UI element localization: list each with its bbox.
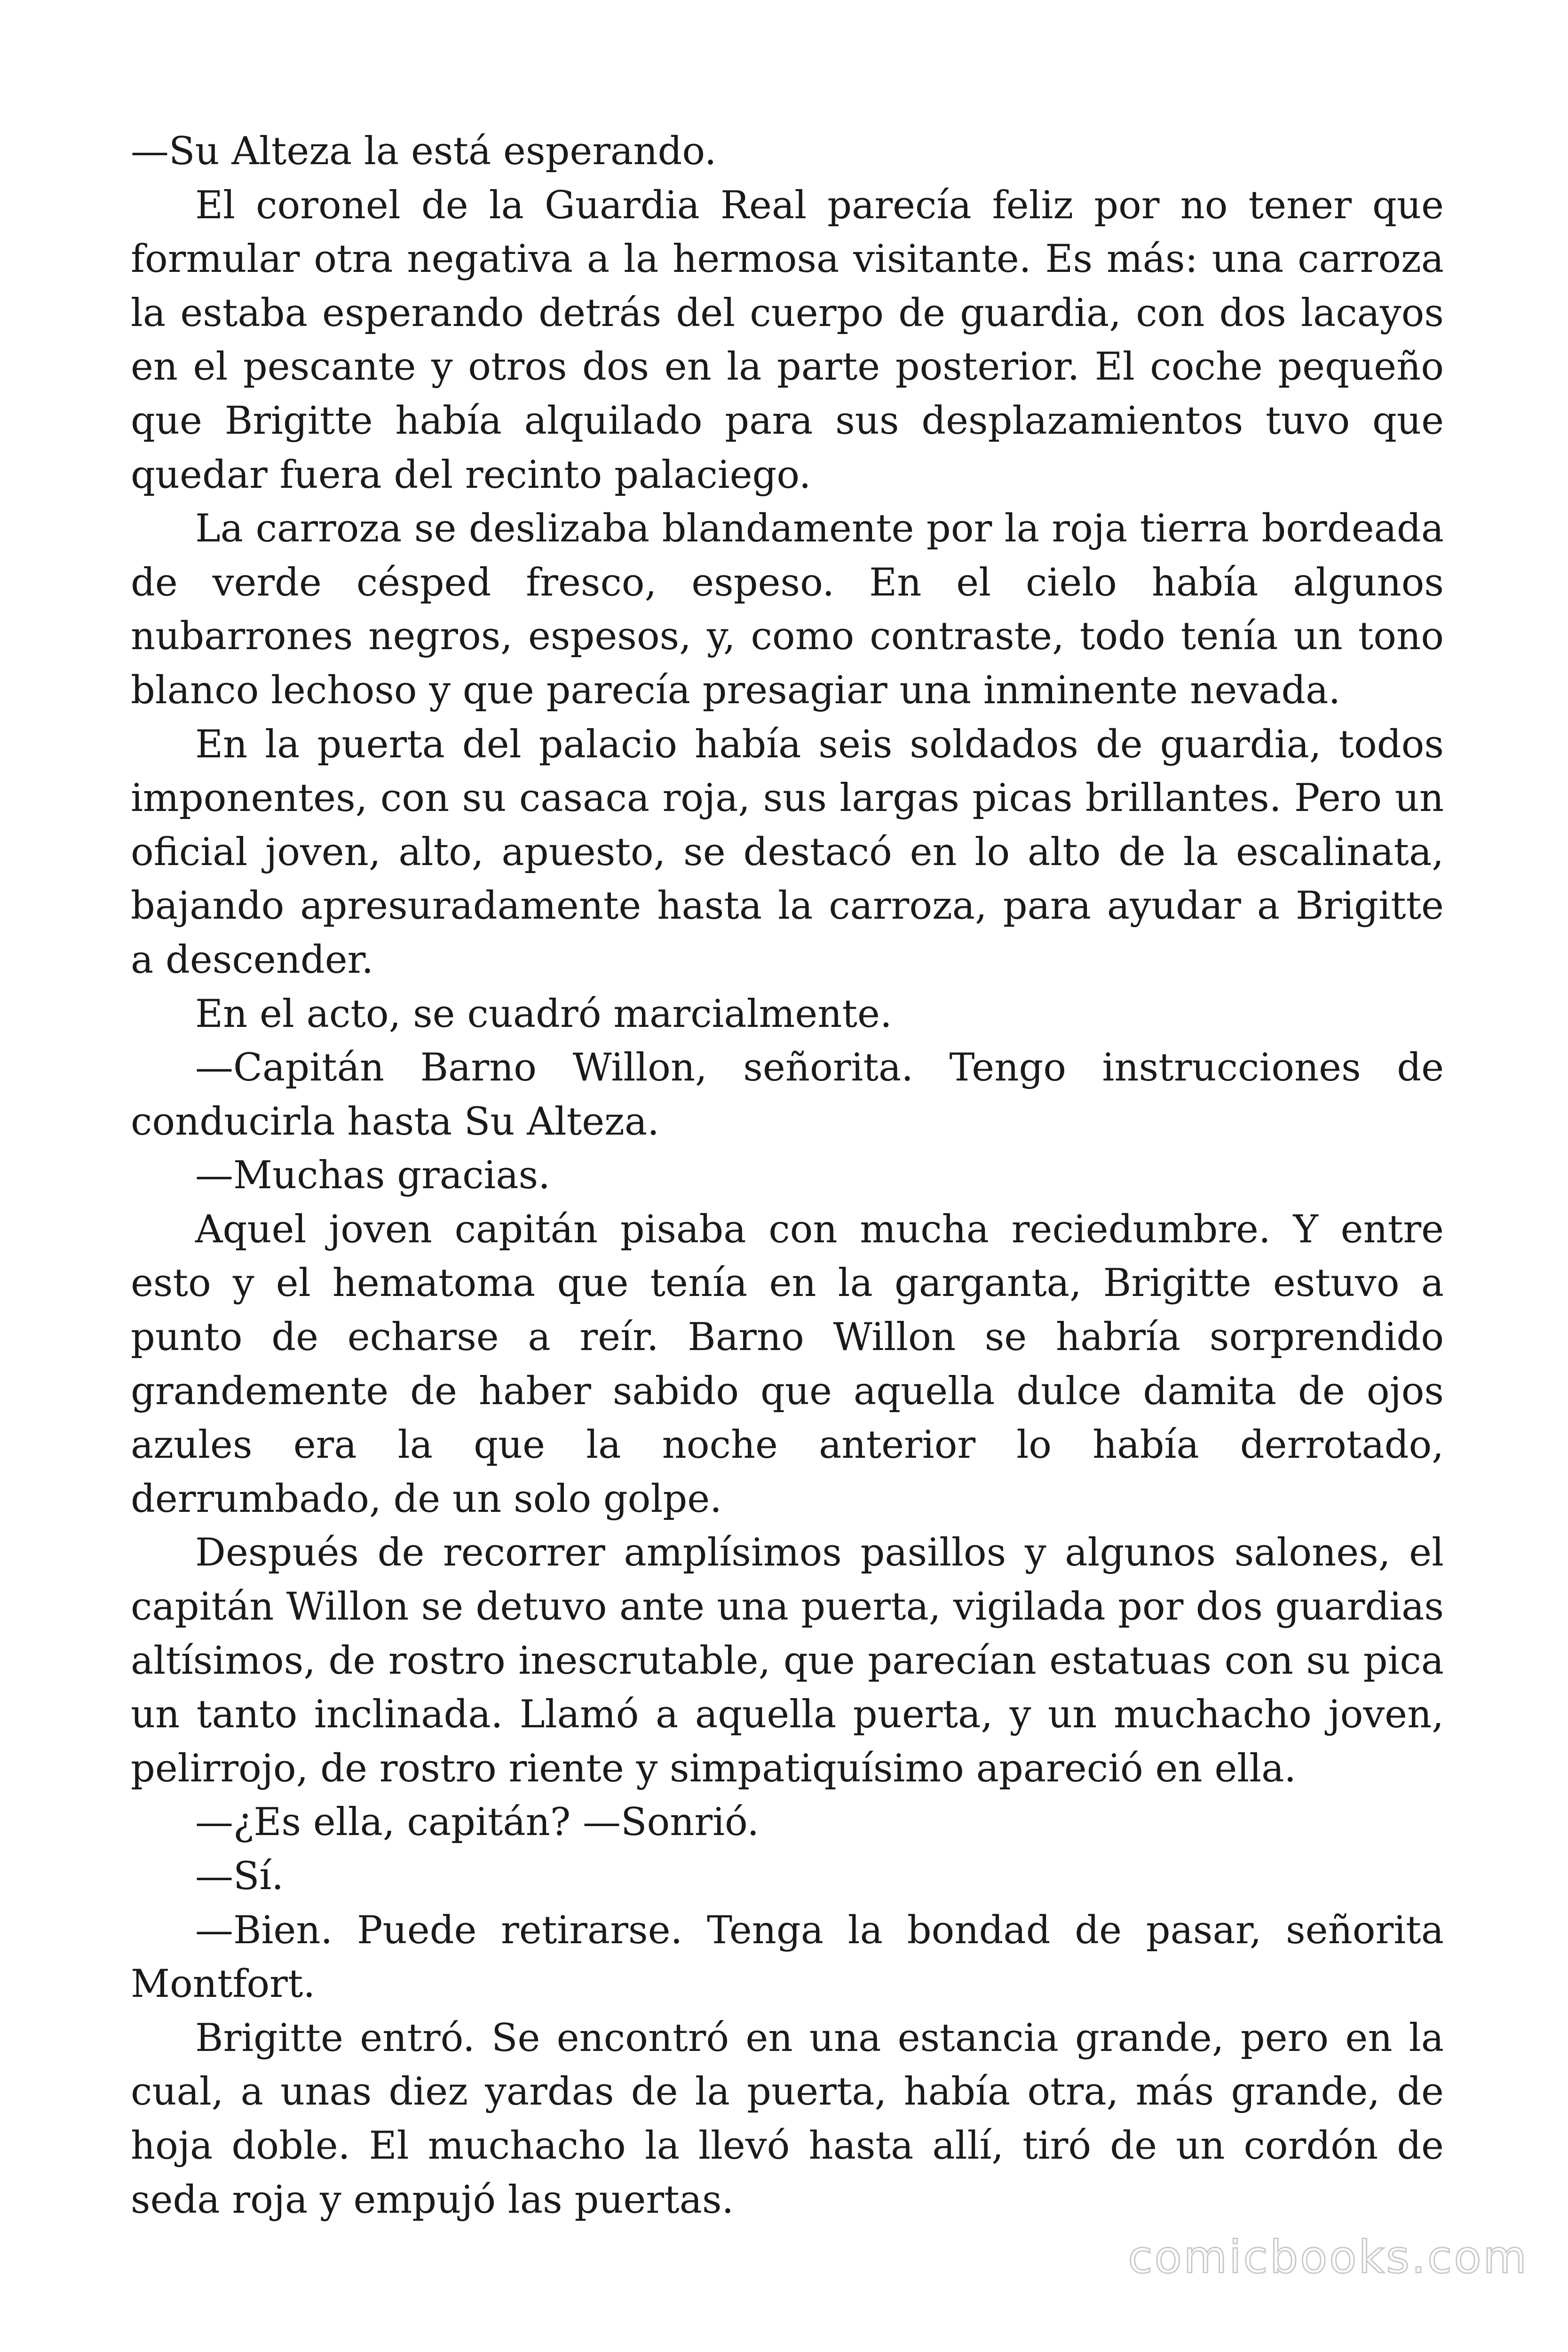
dialogue-line: —Capitán Barno Willon, señorita. Tengo instrucciones de conducirla hasta Su Alteza. bbox=[131, 1046, 1444, 1144]
dialogue-line: —Bien. Puede retirarse. Tenga la bondad de pasar, señorita Montfort. bbox=[131, 1908, 1444, 2007]
paragraph: En la puerta del palacio había seis soldados de guardia, todos imponentes, con su casaca roja, sus largas picas brillantes. Pero un oficial joven, alto, apuesto, se destacó en lo alto de la escalinata, bajando apresuradamente hasta la carroza, para ayudar a Brigitte a descender. bbox=[131, 722, 1444, 982]
dialogue-line: —Sí. bbox=[195, 1854, 284, 1899]
paragraph: Brigitte entró. Se encontró en una estancia grande, pero en la cual, a unas diez yardas de la puerta, había otra, más grande, de hoja doble. El muchacho la llevó hasta allí, tiró de un cordón de seda roja y empujó las puertas. bbox=[131, 2016, 1444, 2222]
book-page-text bbox=[131, 125, 1444, 2227]
dialogue-line: —Muchas gracias. bbox=[195, 1153, 550, 1198]
paragraph: Después de recorrer amplísimos pasillos y algunos salones, el capitán Willon se detuvo ante una puerta, vigilada por dos guardias altísimos, de rostro inescrutable, que parecían estatuas con su pica un tanto inclinada. Llamó a aquella puerta, y un muchacho joven, pelirrojo, de rostro riente y simpatiquísimo apareció en ella. bbox=[131, 1531, 1444, 1791]
paragraph: Aquel joven capitán pisaba con mucha reciedumbre. Y entre esto y el hematoma que tenía en la garganta, Brigitte estuvo a punto de echarse a reír. Barno Willon se habría sorprendido grandemente de haber sabido que aquella dulce damita de ojos azules era la que la noche anterior lo había derrotado, derrumbado, de un solo golpe. bbox=[131, 1207, 1444, 1521]
dialogue-line: —¿Es ella, capitán? —Sonrió. bbox=[195, 1800, 760, 1845]
paragraph: En el acto, se cuadró marcialmente. bbox=[195, 992, 892, 1036]
dialogue-line: —Su Alteza la está esperando. bbox=[131, 129, 717, 174]
paragraph: La carroza se deslizaba blandamente por la roja tierra bordeada de verde césped fresco, espeso. En el cielo había algunos nubarrones negros, espesos, y, como contraste, todo tenía un tono blanco lechoso y que parecía presagiar una inminente nevada. bbox=[131, 507, 1444, 713]
watermark: comicbooks.com bbox=[1128, 2232, 1528, 2283]
paragraph: El coronel de la Guardia Real parecía feliz por no tener que formular otra negativa a la hermosa visitante. Es más: una carroza la estaba esperando detrás del cuerpo de guardia, con dos lacayos en el pescante y otros dos en la parte posterior. El coche pequeño que Brigitte había alquilado para sus desplazamientos tuvo que quedar fuera del recinto palaciego. bbox=[131, 183, 1444, 497]
